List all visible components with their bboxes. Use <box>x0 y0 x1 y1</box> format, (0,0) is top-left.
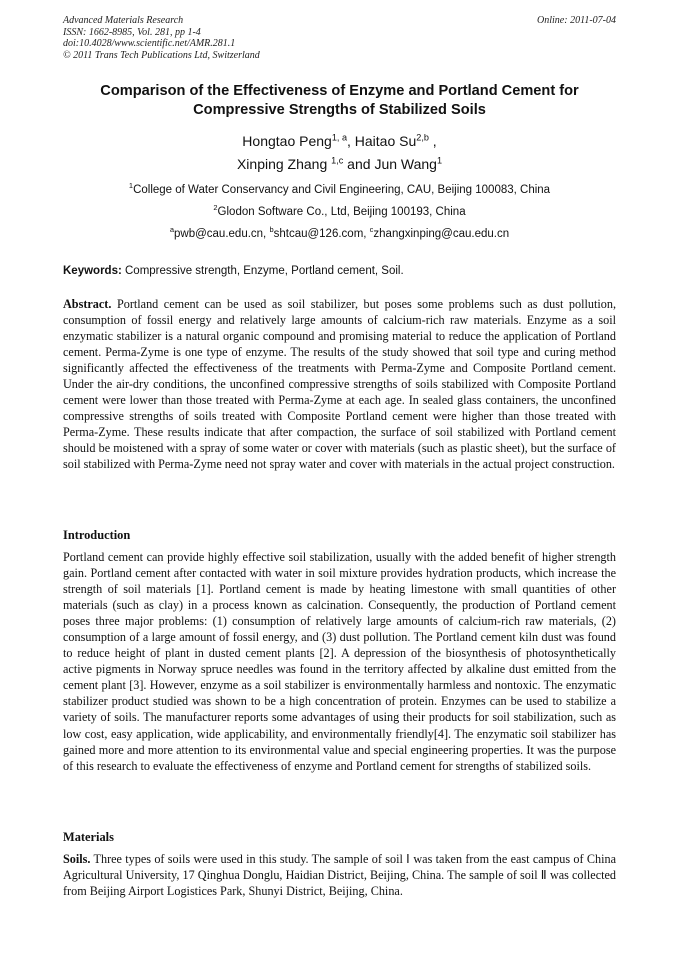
copyright-line: © 2011 Trans Tech Publications Ltd, Switzerland <box>63 49 260 61</box>
affiliation-mark: 2 <box>213 203 218 213</box>
author-name: Jun Wang <box>374 156 437 172</box>
author-conjunction: and <box>343 156 375 172</box>
abstract <box>63 296 616 473</box>
email-link[interactable]: pwb@cau.edu.cn, <box>174 228 270 240</box>
affiliation-text: Glodon Software Co., Ltd, Beijing 100193, China <box>217 206 466 218</box>
author-affiliation-mark: 1 <box>436 155 443 166</box>
doi-line: doi:10.4028/www.scientific.net/AMR.281.1 <box>63 38 236 50</box>
keywords <box>63 264 616 278</box>
soils-text: Three types of soils were used in this study. The sample of soil Ⅰ was taken from the east campus of China Agricultural University, 17 Qinghua Donglu, Haidian District, Beijing, China. The sample of soil Ⅱ was collected from Beijing Airport Logistices Park, Shunyi District, Beijing, China. <box>63 852 616 899</box>
keywords-label: Keywords: <box>63 265 122 277</box>
abstract-text: Portland cement can be used as soil stabilizer, but poses some problems such as dust pollution, consumption of fossil energy and relatively large amounts of calcium-rich raw materials. Enzyme as a soil enzymatic stabilizer is a natural organic compound and promising material to reduce the application of Portland cement. Perma-Zyme is one type of enzyme. The results of the study showed that soil type and curing method significantly affected the effectiveness of the treatments with Perma-Zyme and Composite Portland cement. Under the air-dry conditions, the unconfined compressive strengths of soils stabilized with Composite Portland cement were lower than those treated with Perma-Zyme at each age. In sealed glass containers, the unconfined compressive strengths of soils treated with Composite Portland cement were higher than those treated with Perma-Zyme. These results indicate that after compaction, the surface of soil stabilized with Portland cement should be moistened with a spray of some water or cover with materials (such as plastic sheet), but the surface of soil stabilized with Perma-Zyme need not spray water and cover with materials in the actual project construction. <box>63 297 616 472</box>
author-list <box>63 130 616 176</box>
affiliation-1 <box>63 183 616 197</box>
email-mark: a <box>169 225 175 235</box>
soils-label: Soils. <box>63 852 91 866</box>
email-mark: c <box>369 225 374 235</box>
email-link[interactable]: zhangxinping@cau.edu.cn <box>373 228 510 240</box>
authors-line-1: Hongtao Peng$^{1, a}$, Haitao Su$^{2,b}$ , <box>242 132 437 149</box>
email-link[interactable]: shtcau@126.com, <box>273 228 370 240</box>
journal-name: Advanced Materials Research <box>63 15 184 26</box>
author-affiliation-mark: 1,c <box>331 155 344 166</box>
abstract-label: Abstract. <box>63 297 112 311</box>
author-name: Hongtao Peng <box>242 133 332 149</box>
author-name: Haitao Su <box>354 133 417 149</box>
title-line-2: Compressive Strengths of Stabilized Soils <box>193 102 486 118</box>
email-mark: b <box>269 225 274 235</box>
author-affiliation-mark: 1, a <box>331 132 347 143</box>
section-heading-introduction: Introduction <box>63 528 131 542</box>
affiliation-2 <box>63 205 616 219</box>
keywords-text: Compressive strength, Enzyme, Portland cement, Soil. <box>121 265 404 277</box>
authors-line-2 <box>63 153 616 176</box>
affiliation-mark: 1 <box>128 181 134 191</box>
affiliation-text: College of Water Conservancy and Civil Engineering, CAU, Beijing 100083, China <box>133 184 551 196</box>
issn-line: ISSN: 1662-8985, Vol. 281, pp 1-4 <box>63 26 201 38</box>
introduction-paragraph: Portland cement can provide highly effective soil stabilization, usually with the added benefit of higher strength gain. Portland cement after contacted with water in soil mixture provides hydration products, which increase the strength of soil materials [1]. Portland cement is made by heating limestone with small quantities of other materials (such as clay) in a process known as calcination. Consequently, the production of Portland cement poses three major problems: (1) consumption of relatively large amounts of calcium-rich raw materials, (2) consumption of a large amount of fossil energy, and (3) dust pollution. The Portland cement kiln dust was found to reduce height of plant in dusted cement plants [2]. A depression of the biosynthesis of photosynthetically active pigments in Norway spruce needles was found in the territory affected by alkaline dust emitted from the cement plant [3]. However, enzyme as a soil stabilizer is environmentally harmless and nontoxic. The enzymatic stabilizer product studied was shown to be a high concentration of protein. Enzymes can be used to stabilize a variety of soils. The manufacturer reports some advantages of using their products for soil stabilization, such as low cost, easy application, wide applicability, and environmentally friendly[4]. The enzymatic soil stabilizer has gained more and more attention to its environmental value and special engineering properties. It was the purpose of this research to evaluate the effectiveness of enzyme and Portland cement for strengths of stabilized soils. <box>63 550 616 773</box>
author-name: Xinping Zhang <box>236 156 328 172</box>
title-line-1: Comparison of the Effectiveness of Enzyme and Portland Cement for <box>100 83 579 99</box>
journal-header <box>63 15 616 61</box>
author-emails <box>63 227 616 241</box>
soils-paragraph <box>63 851 616 899</box>
online-date: Online: 2011-07-04 <box>537 15 616 26</box>
section-heading-materials: Materials <box>63 830 114 844</box>
author-affiliation-mark: 2,b <box>416 132 429 143</box>
paper-title <box>63 82 616 120</box>
